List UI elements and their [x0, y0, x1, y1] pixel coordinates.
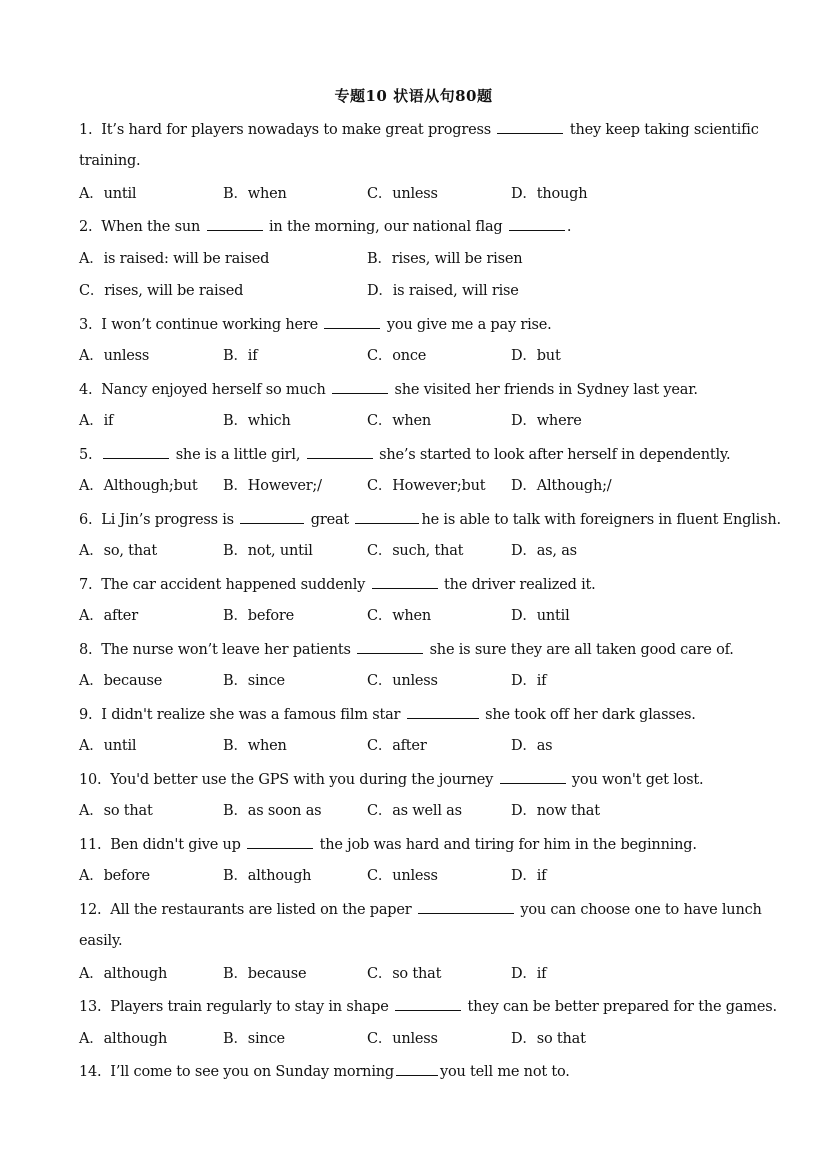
question-text: they keep taking scientific — [569, 122, 759, 138]
question-14 — [79, 1061, 570, 1082]
question-text: the job was hard and tiring for him in the beginning. — [319, 837, 697, 853]
option-c: C．so that — [367, 966, 442, 982]
option-a: A．although — [79, 1031, 168, 1047]
option-d: D．until — [511, 608, 570, 624]
question-text: she’s started to look after herself in dependently. — [379, 447, 731, 463]
option-d: D．is raised, will rise — [367, 283, 519, 299]
question-number: 2. — [79, 219, 93, 235]
answer-blank — [407, 704, 479, 719]
question-number: 13. — [79, 999, 102, 1015]
question-3 — [79, 314, 552, 335]
question-13 — [79, 996, 777, 1017]
question-text: you won't get lost. — [571, 772, 704, 788]
option-d: D．now that — [511, 803, 600, 819]
answer-blank — [247, 834, 313, 849]
question-text: I didn't realize she was a famous film star — [101, 707, 401, 723]
question-9 — [79, 704, 696, 725]
question-text: Players train regularly to stay in shape — [110, 999, 389, 1015]
option-d: D．if — [511, 673, 547, 689]
question-text: Li Jin’s progress is — [101, 512, 234, 528]
option-a: A．until — [79, 186, 137, 202]
option-c: C．unless — [367, 186, 438, 202]
option-d: D．but — [511, 348, 561, 364]
option-a: A．so that — [79, 803, 153, 819]
answer-blank — [372, 574, 438, 589]
option-a: A．unless — [79, 348, 150, 364]
question-text: It’s hard for players nowadays to make great progress — [101, 122, 491, 138]
option-b: B．because — [223, 966, 307, 982]
question-number: 8. — [79, 642, 93, 658]
option-d: D．as — [511, 738, 553, 754]
option-d: D．if — [511, 868, 547, 884]
option-a: A．until — [79, 738, 137, 754]
question-text: Nancy enjoyed herself so much — [101, 382, 326, 398]
option-c: C．unless — [367, 868, 438, 884]
answer-blank — [396, 1061, 438, 1076]
option-c: C．after — [367, 738, 427, 754]
question-2 — [79, 216, 571, 237]
question-number: 14. — [79, 1064, 102, 1080]
answer-blank — [355, 509, 419, 524]
answer-blank — [497, 119, 563, 134]
question-8 — [79, 639, 734, 660]
question-12 — [79, 899, 762, 920]
option-a: A．before — [79, 868, 150, 884]
answer-blank — [324, 314, 380, 329]
question-text: Ben didn't give up — [110, 837, 241, 853]
answer-blank — [207, 216, 263, 231]
question-text: you can choose one to have lunch — [520, 902, 762, 918]
option-a: A．although — [79, 966, 168, 982]
question-text: All the restaurants are listed on the paper — [110, 902, 412, 918]
option-b: B．as soon as — [223, 803, 322, 819]
question-text: she is sure they are all taken good care of. — [429, 642, 734, 658]
option-b: B．since — [223, 673, 285, 689]
question-text: you tell me not to. — [439, 1064, 570, 1080]
option-a: A．is raised: will be raised — [79, 251, 270, 267]
option-b: B．before — [223, 608, 295, 624]
option-c: C．when — [367, 413, 432, 429]
option-c: C．once — [367, 348, 427, 364]
question-number: 6. — [79, 512, 93, 528]
option-a: A．after — [79, 608, 138, 624]
question-1 — [79, 119, 759, 140]
question-number: 11. — [79, 837, 102, 853]
option-d: D．as, as — [511, 543, 577, 559]
answer-blank — [332, 379, 388, 394]
option-d: D．if — [511, 966, 547, 982]
question-7 — [79, 574, 596, 595]
option-a: A．Although;but — [79, 478, 198, 494]
question-text: The car accident happened suddenly — [101, 577, 366, 593]
option-b: B．since — [223, 1031, 285, 1047]
question-5 — [79, 444, 730, 465]
question-number: 3. — [79, 317, 93, 333]
option-b: B．rises, will be risen — [367, 251, 523, 267]
question-text: he is able to talk with foreigners in fluent English. — [421, 512, 781, 528]
question-text: When the sun — [101, 219, 201, 235]
question-number: 5. — [79, 447, 93, 463]
question-text: . — [566, 219, 572, 235]
question-text: The nurse won’t leave her patients — [101, 642, 351, 658]
question-text: she visited her friends in Sydney last year. — [394, 382, 698, 398]
answer-blank — [357, 639, 423, 654]
question-number: 10. — [79, 772, 102, 788]
option-d: D．Although;/ — [511, 478, 612, 494]
question-text: great — [310, 512, 350, 528]
question-12-continuation: easily. — [79, 933, 123, 949]
option-c: C．such, that — [367, 543, 464, 559]
answer-blank — [509, 216, 565, 231]
option-c: C．unless — [367, 673, 438, 689]
option-b: B．when — [223, 738, 287, 754]
question-text: she took off her dark glasses. — [485, 707, 696, 723]
question-number: 9. — [79, 707, 93, 723]
answer-blank — [103, 444, 169, 459]
question-4 — [79, 379, 698, 400]
option-b: B．when — [223, 186, 287, 202]
option-b: B．However;/ — [223, 478, 322, 494]
answer-blank — [500, 769, 566, 784]
question-number: 1. — [79, 122, 93, 138]
answer-blank — [240, 509, 304, 524]
option-b: B．not, until — [223, 543, 313, 559]
question-text: you give me a pay rise. — [386, 317, 552, 333]
answer-blank — [307, 444, 373, 459]
option-b: B．which — [223, 413, 291, 429]
option-c: C．rises, will be raised — [79, 283, 244, 299]
page-title: 专题10 状语从句80题 — [334, 87, 493, 105]
question-text: You'd better use the GPS with you during the journey — [110, 772, 494, 788]
option-c: C．as well as — [367, 803, 462, 819]
option-d: D．so that — [511, 1031, 586, 1047]
question-text: I’ll come to see you on Sunday morning — [110, 1064, 394, 1080]
option-c: C．unless — [367, 1031, 438, 1047]
question-text: in the morning, our national flag — [268, 219, 503, 235]
option-a: A．so, that — [79, 543, 157, 559]
option-d: D．where — [511, 413, 582, 429]
question-number: 7. — [79, 577, 93, 593]
option-c: C．However;but — [367, 478, 486, 494]
question-text: the driver realized it. — [444, 577, 596, 593]
answer-blank — [395, 996, 461, 1011]
question-text: she is a little girl, — [175, 447, 301, 463]
option-a: A．if — [79, 413, 114, 429]
question-number: 12. — [79, 902, 102, 918]
option-b: B．although — [223, 868, 312, 884]
question-11 — [79, 834, 697, 855]
question-6 — [79, 509, 781, 530]
question-text: I won’t continue working here — [101, 317, 319, 333]
option-b: B．if — [223, 348, 258, 364]
question-1-continuation: training. — [79, 153, 141, 169]
question-number: 4. — [79, 382, 93, 398]
option-a: A．because — [79, 673, 163, 689]
question-text: they can be better prepared for the games. — [467, 999, 777, 1015]
option-d: D．though — [511, 186, 588, 202]
option-c: C．when — [367, 608, 432, 624]
answer-blank — [418, 899, 514, 914]
question-10 — [79, 769, 703, 790]
